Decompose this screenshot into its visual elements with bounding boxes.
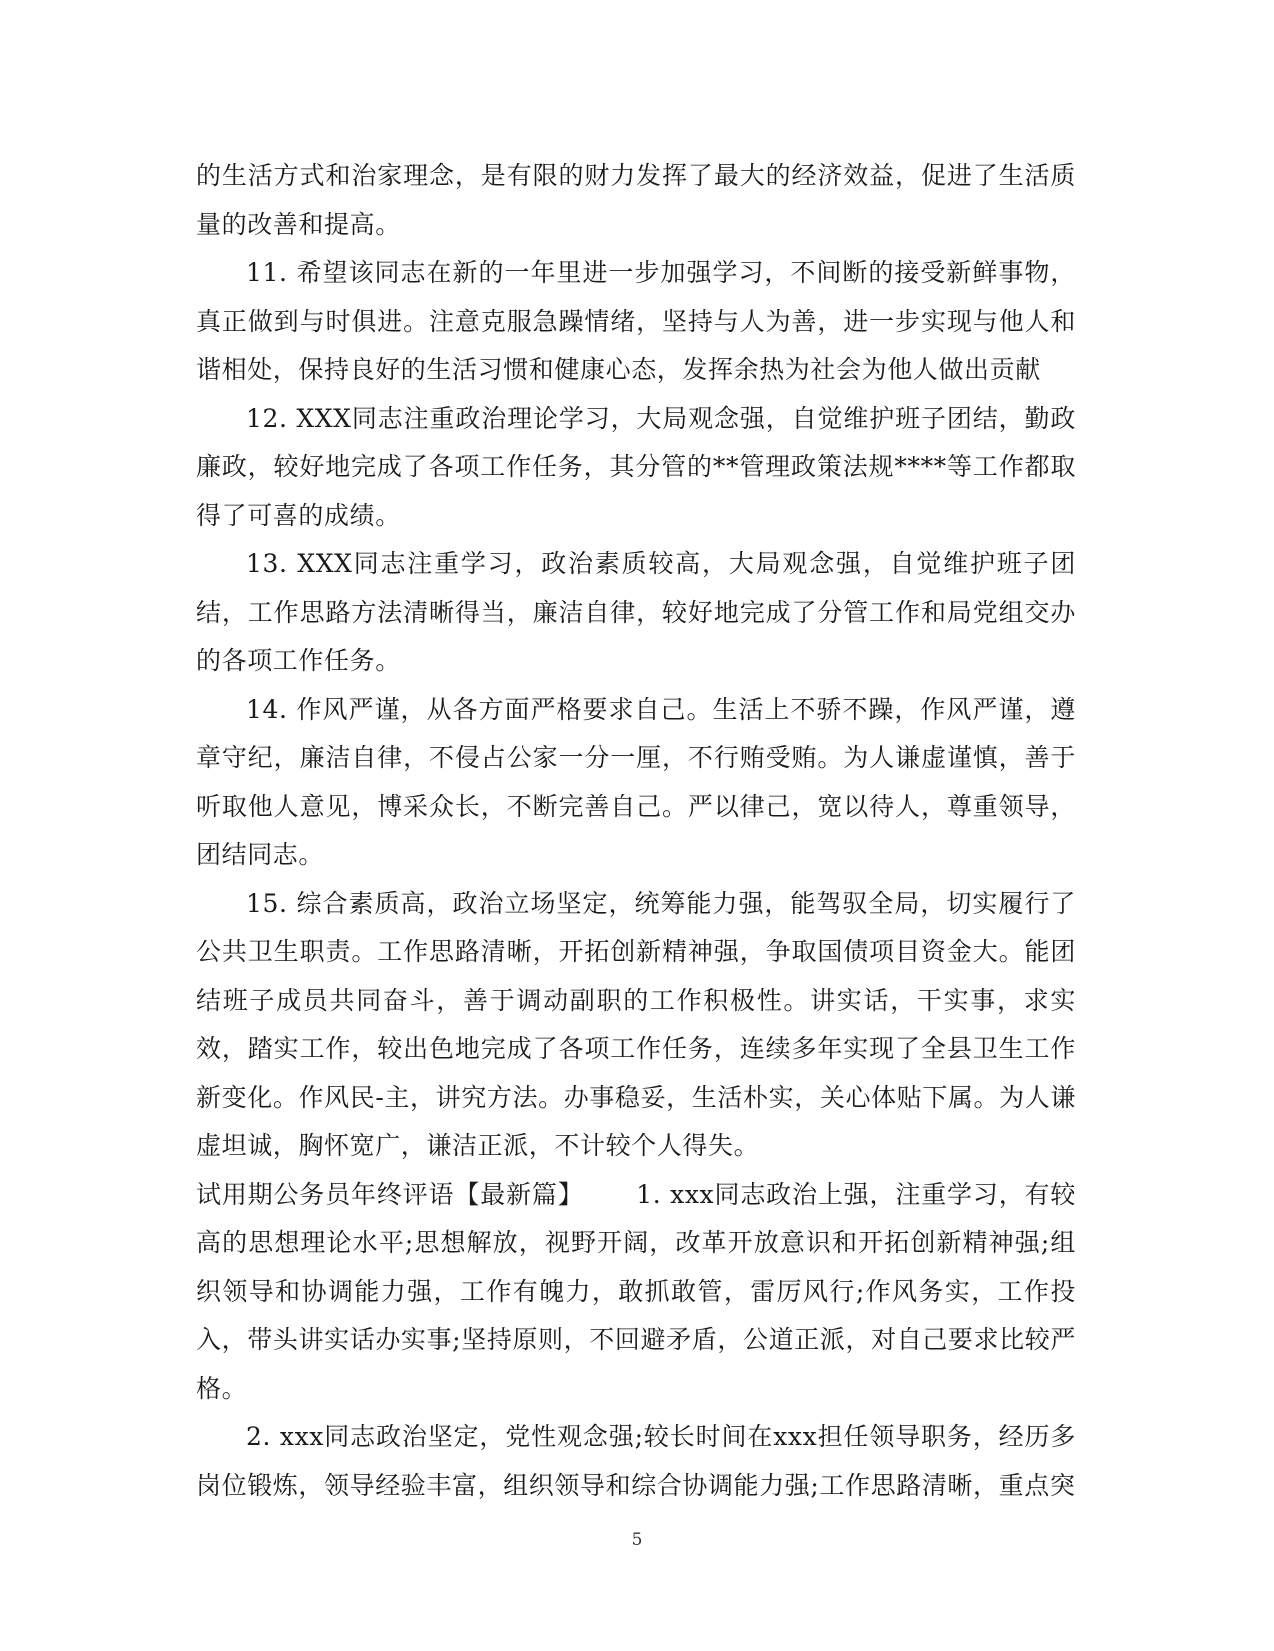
paragraph-continuation: 的生活方式和治家理念，是有限的财力发挥了最大的经济效益，促进了生活质量的改善和提高。	[196, 161, 1076, 239]
paragraph-item-14: 14. 作风严谨，从各方面严格要求自己。生活上不骄不躁，作风严谨，遵章守纪，廉洁自律，不侵占公家一分一厘，不行贿受贿。为人谦虚谨慎，善于听取他人意见，博采众长，不断完善自己。严以律己，宽以待人，尊重领导，团结同志。	[196, 694, 1076, 869]
paragraph-item-12: 12. XXX同志注重政治理论学习，大局观念强，自觉维护班子团结，勤政廉政，较好地完成了各项工作任务，其分管的**管理政策法规****等工作都取得了可喜的成绩。	[196, 403, 1076, 530]
page-number: 5	[631, 1530, 643, 1550]
section-heading-paragraph: 试用期公务员年终评语【最新篇】 1. xxx同志政治上强，注重学习，有较高的思想理论水平;思想解放，视野开阔，改革开放意识和开拓创新精神强;组织领导和协调能力强，工作有魄力，敢抓敢管，雷厉风行;作风务实，工作投入，带头讲实话办实事;坚持原则，不回避矛盾，公道正派，对自己要求比较严格。	[196, 1179, 1076, 1403]
paragraph-item-11: 11. 希望该同志在新的一年里进一步加强学习，不间断的接受新鲜事物，真正做到与时俱进。注意克服急躁情绪，坚持与人为善，进一步实现与他人和谐相处，保持良好的生活习惯和健康心态，发挥余热为社会为他人做出贡献	[196, 258, 1076, 384]
paragraph-item-2: 2. xxx同志政治坚定，党性观念强;较长时间在xxx担任领导职务，经历多岗位锻炼，领导经验丰富，组织领导和综合协调能力强;工作思路清晰，重点突	[196, 1422, 1076, 1500]
paragraph-item-13: 13. XXX同志注重学习，政治素质较高，大局观念强，自觉维护班子团结，工作思路方法清晰得当，廉洁自律，较好地完成了分管工作和局党组交办的各项工作任务。	[196, 549, 1076, 675]
document-body	[196, 152, 1076, 1510]
paragraph-item-15: 15. 综合素质高，政治立场坚定，统筹能力强，能驾驭全局，切实履行了公共卫生职责。工作思路清晰，开拓创新精神强，争取国债项目资金大。能团结班子成员共同奋斗，善于调动副职的工作积极性。讲实话，干实事，求实效，踏实工作，较出色地完成了各项工作任务，连续多年实现了全县卫生工作新变化。作风民-主，讲究方法。办事稳妥，生活朴实，关心体贴下属。为人谦虚坦诚，胸怀宽广，谦洁正派，不计较个人得失。	[196, 888, 1076, 1160]
